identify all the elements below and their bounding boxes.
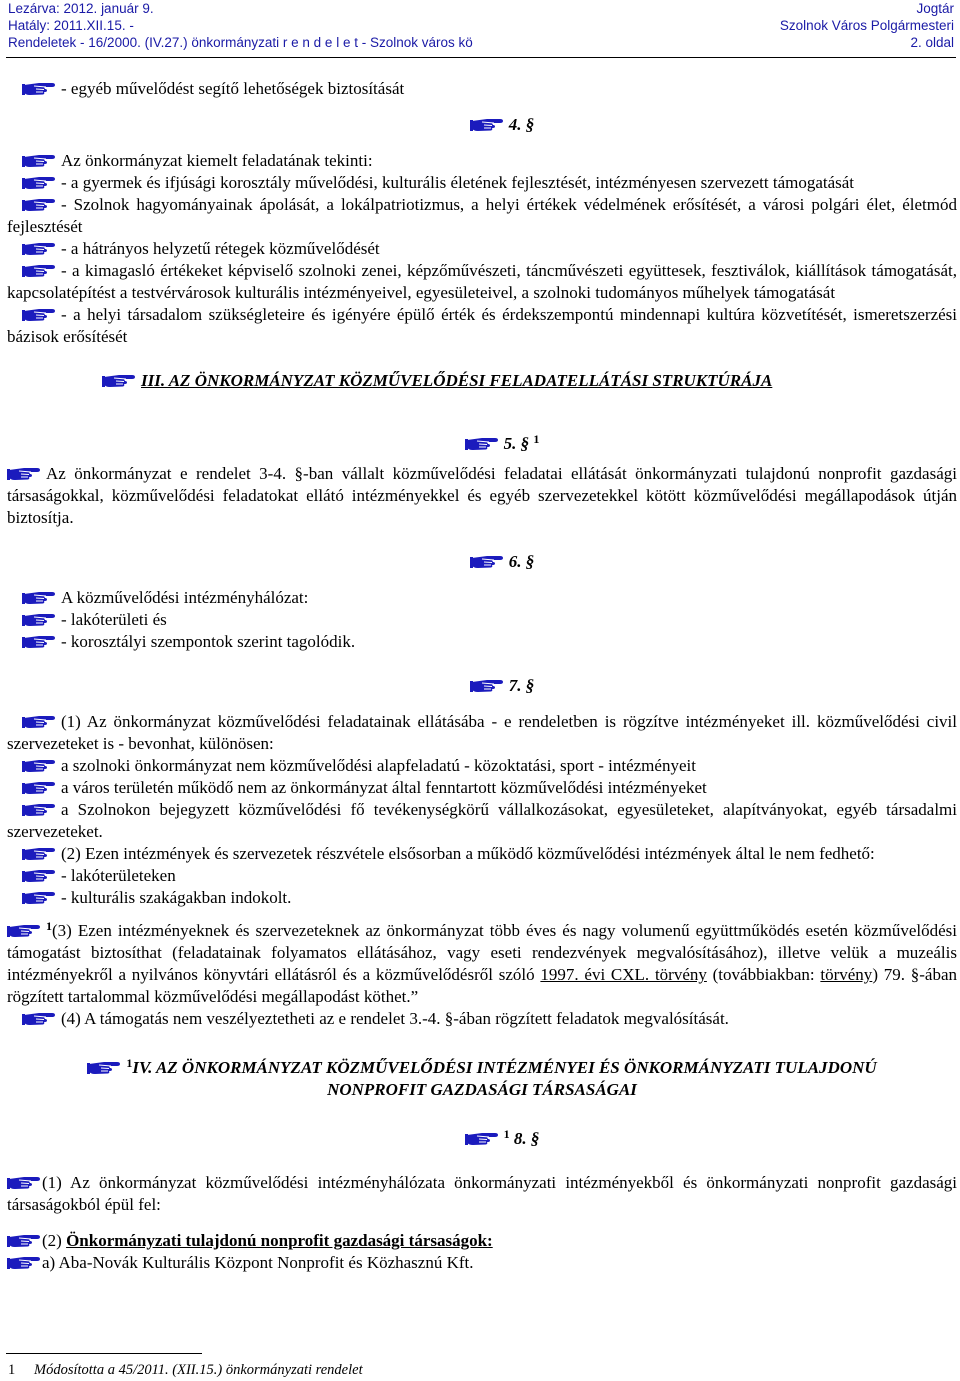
section-heading-6: 6. § [7,551,957,573]
footnote-divider [6,1353,202,1354]
paragraph: - a kimagasló értékeket képviselő szolnoki zenei, képzőművészeti, táncművészeti együttesek, fesztiválok, kiállítások támogatását, kapcsolatépítést a testvérvárosok kulturális intézményeivel, egyesületeivel, a szolnoki tudományos műhelyek támogatását [7,261,957,302]
section-heading-7: 7. § [7,675,957,697]
pointing-hand-icon [22,151,57,168]
pointing-hand-icon [7,921,42,938]
list-item: - lakóterületi és [22,609,957,631]
pointing-hand-icon [22,239,57,256]
pointing-hand-icon [22,79,57,96]
pointing-hand-icon [7,464,42,481]
header-validity: Hatály: 2011.XII.15. - [8,18,134,33]
pointing-hand-icon [7,1253,42,1270]
pointing-hand-icon [102,371,137,388]
chapter-heading-4: $^1$IV. AZ ÖNKORMÁNYZAT KÖZMŰVELŐDÉSI INTÉZMÉNYEI ÉS ÖNKORMÁNYZATI TULAJDONÚ NONPROFIT GAZDASÁGI TÁRSASÁGAI [7,1052,957,1101]
pointing-hand-icon [470,676,505,693]
paragraph: (1) Az önkormányzat közművelődési feladatainak ellátásába - e rendeletben is rögzítve intézményeket ill. közművelődési civil szervezeteket is - bevonhat, különösen: [7,712,957,753]
header-source: Jogtár [916,1,954,16]
list-item: a szolnoki önkormányzat nem közművelődési alapfeladatú - közoktatási, sport - intézményeit [7,755,957,777]
document-body [7,78,957,1274]
footnote-text: Módosította a 45/2011. (XII.15.) önkormányzati rendelet [34,1362,363,1378]
pointing-hand-icon [470,115,505,132]
paragraph: (2) Ezen intézmények és szervezetek részvétele elsősorban a működő közművelődési intézmények által le nem fedhető: [7,843,957,865]
header-divider [6,57,956,58]
law-reference-link[interactable]: 1997. évi CXL. törvény [540,965,707,984]
footnote-reference: 1 [533,432,540,446]
section-heading-4: 4. § [7,114,957,136]
header-page-number: 2. oldal [910,35,954,50]
pointing-hand-icon [22,173,57,190]
header-closed-date: Lezárva: 2012. január 9. [8,1,154,16]
paragraph: (2) Önkormányzati tulajdonú nonprofit gazdasági társaságok: [7,1230,957,1252]
pointing-hand-icon [22,588,57,605]
law-short-reference-link[interactable]: törvény [820,965,873,984]
pointing-hand-icon [7,1173,42,1190]
paragraph: - a gyermek és ifjúsági korosztály művelődési, kulturális életének fejlesztését, intézményesen szervezett támogatását [7,172,957,194]
pointing-hand-icon [22,305,57,322]
page-header-right [780,0,954,51]
paragraph: - Szolnok hagyományainak ápolását, a lokálpatriotizmus, a helyi értékek védelmének erősítését, a városi polgári élet, életmód fejlesztését [7,195,957,236]
footnote-reference: 1 [126,1056,133,1070]
list-item: a Szolnokon bejegyzett közművelődési fő tevékenységkörű vállalkozásokat, egyesületeket, alapítványokat, egyéb társadalmi szervezeteket. [7,800,957,841]
page-header-left [8,0,473,51]
pointing-hand-icon [22,632,57,649]
section-heading-8: $^1$ 8. § [7,1123,957,1150]
pointing-hand-icon [22,261,57,278]
chapter-heading-3: III. AZ ÖNKORMÁNYZAT KÖZMŰVELŐDÉSI FELADATELLÁTÁSI STRUKTÚRÁJA [7,370,957,392]
pointing-hand-icon [22,844,57,861]
pointing-hand-icon [22,888,57,905]
pointing-hand-icon [470,552,505,569]
list-item: - kulturális szakágakban indokolt. [22,887,957,909]
footnote-reference: 1 [46,919,52,933]
pointing-hand-icon [87,1058,122,1075]
pointing-hand-icon [7,1231,42,1248]
pointing-hand-icon [22,756,57,773]
pointing-hand-icon [22,610,57,627]
pointing-hand-icon [22,1009,57,1026]
paragraph: - a hátrányos helyzetű rétegek közművelődését [7,238,957,260]
section-heading-5: 5. § $^1$ [7,428,957,455]
header-issuer: Szolnok Város Polgármesteri [779,18,954,33]
header-document-title: Rendeletek - 16/2000. (IV.27.) önkormányzati r e n d e l e t - Szolnok város kö [8,35,473,50]
footnote [8,1362,363,1379]
paragraph: - a helyi társadalom szükségleteire és igényére épülő érték és érdekszempontú mindennapi kultúra közvetítését, ismeretszerzési bázisok erősítését [7,305,957,346]
list-item: - korosztályi szempontok szerint tagolódik. [22,631,957,653]
pointing-hand-icon [22,800,57,817]
paragraph: A közművelődési intézményhálózat: [22,587,957,609]
pointing-hand-icon [22,195,57,212]
paragraph: (1) Az önkormányzat közművelődési intézményhálózata önkormányzati intézményekből és önkormányzati nonprofit gazdasági társaságokból épül fel: [7,1173,957,1214]
footnote-reference: 1 [503,1127,510,1141]
list-item: - egyéb művelődést segítő lehetőségek biztosítását [22,78,957,100]
list-item: - lakóterületeken [22,865,957,887]
footnote-number: 1 [8,1362,16,1378]
paragraph: Az önkormányzat kiemelt feladatának tekinti: [7,150,957,172]
pointing-hand-icon [465,434,500,451]
list-item: a város területén működő nem az önkormányzat által fenntartott közművelődési intézményeket [7,777,957,799]
pointing-hand-icon [465,1129,500,1146]
paragraph: (4) A támogatás nem veszélyeztetheti az e rendelet 3.-4. §-ában rögzített feladatok megvalósítását. [7,1008,957,1030]
pointing-hand-icon [22,778,57,795]
list-item: a) Aba-Novák Kulturális Központ Nonprofit és Közhasznú Kft. [7,1252,957,1274]
paragraph: Az önkormányzat e rendelet 3-4. §-ban vállalt közművelődési feladatai ellátását önkormányzati tulajdonú nonprofit gazdasági társaságokkal, közművelődési feladatokat ellátó intézményekkel és egyéb szervezetekkel kötött közművelődési megállapodások útján biztosítja. [7,464,957,527]
paragraph: $^1$(3) Ezen intézményeknek és szervezeteknek az önkormányzat több éves és nagy volumenű együttműködés esetén közművelődési támogatást biztosíthat (feladatainak folyamatos ellátásához, vagy eseti rendezvények megvalósításához), illetve velük a muzeális intézményekről a nyilvános könyvtári ellátásról és a közművelődésről szóló 1997. évi CXL. törvény (továbbiakban: törvény) 79. §-ában rögzített tartalommal közművelődési megállapodást köthet.” [7,919,957,1006]
pointing-hand-icon [22,712,57,729]
pointing-hand-icon [22,866,57,883]
